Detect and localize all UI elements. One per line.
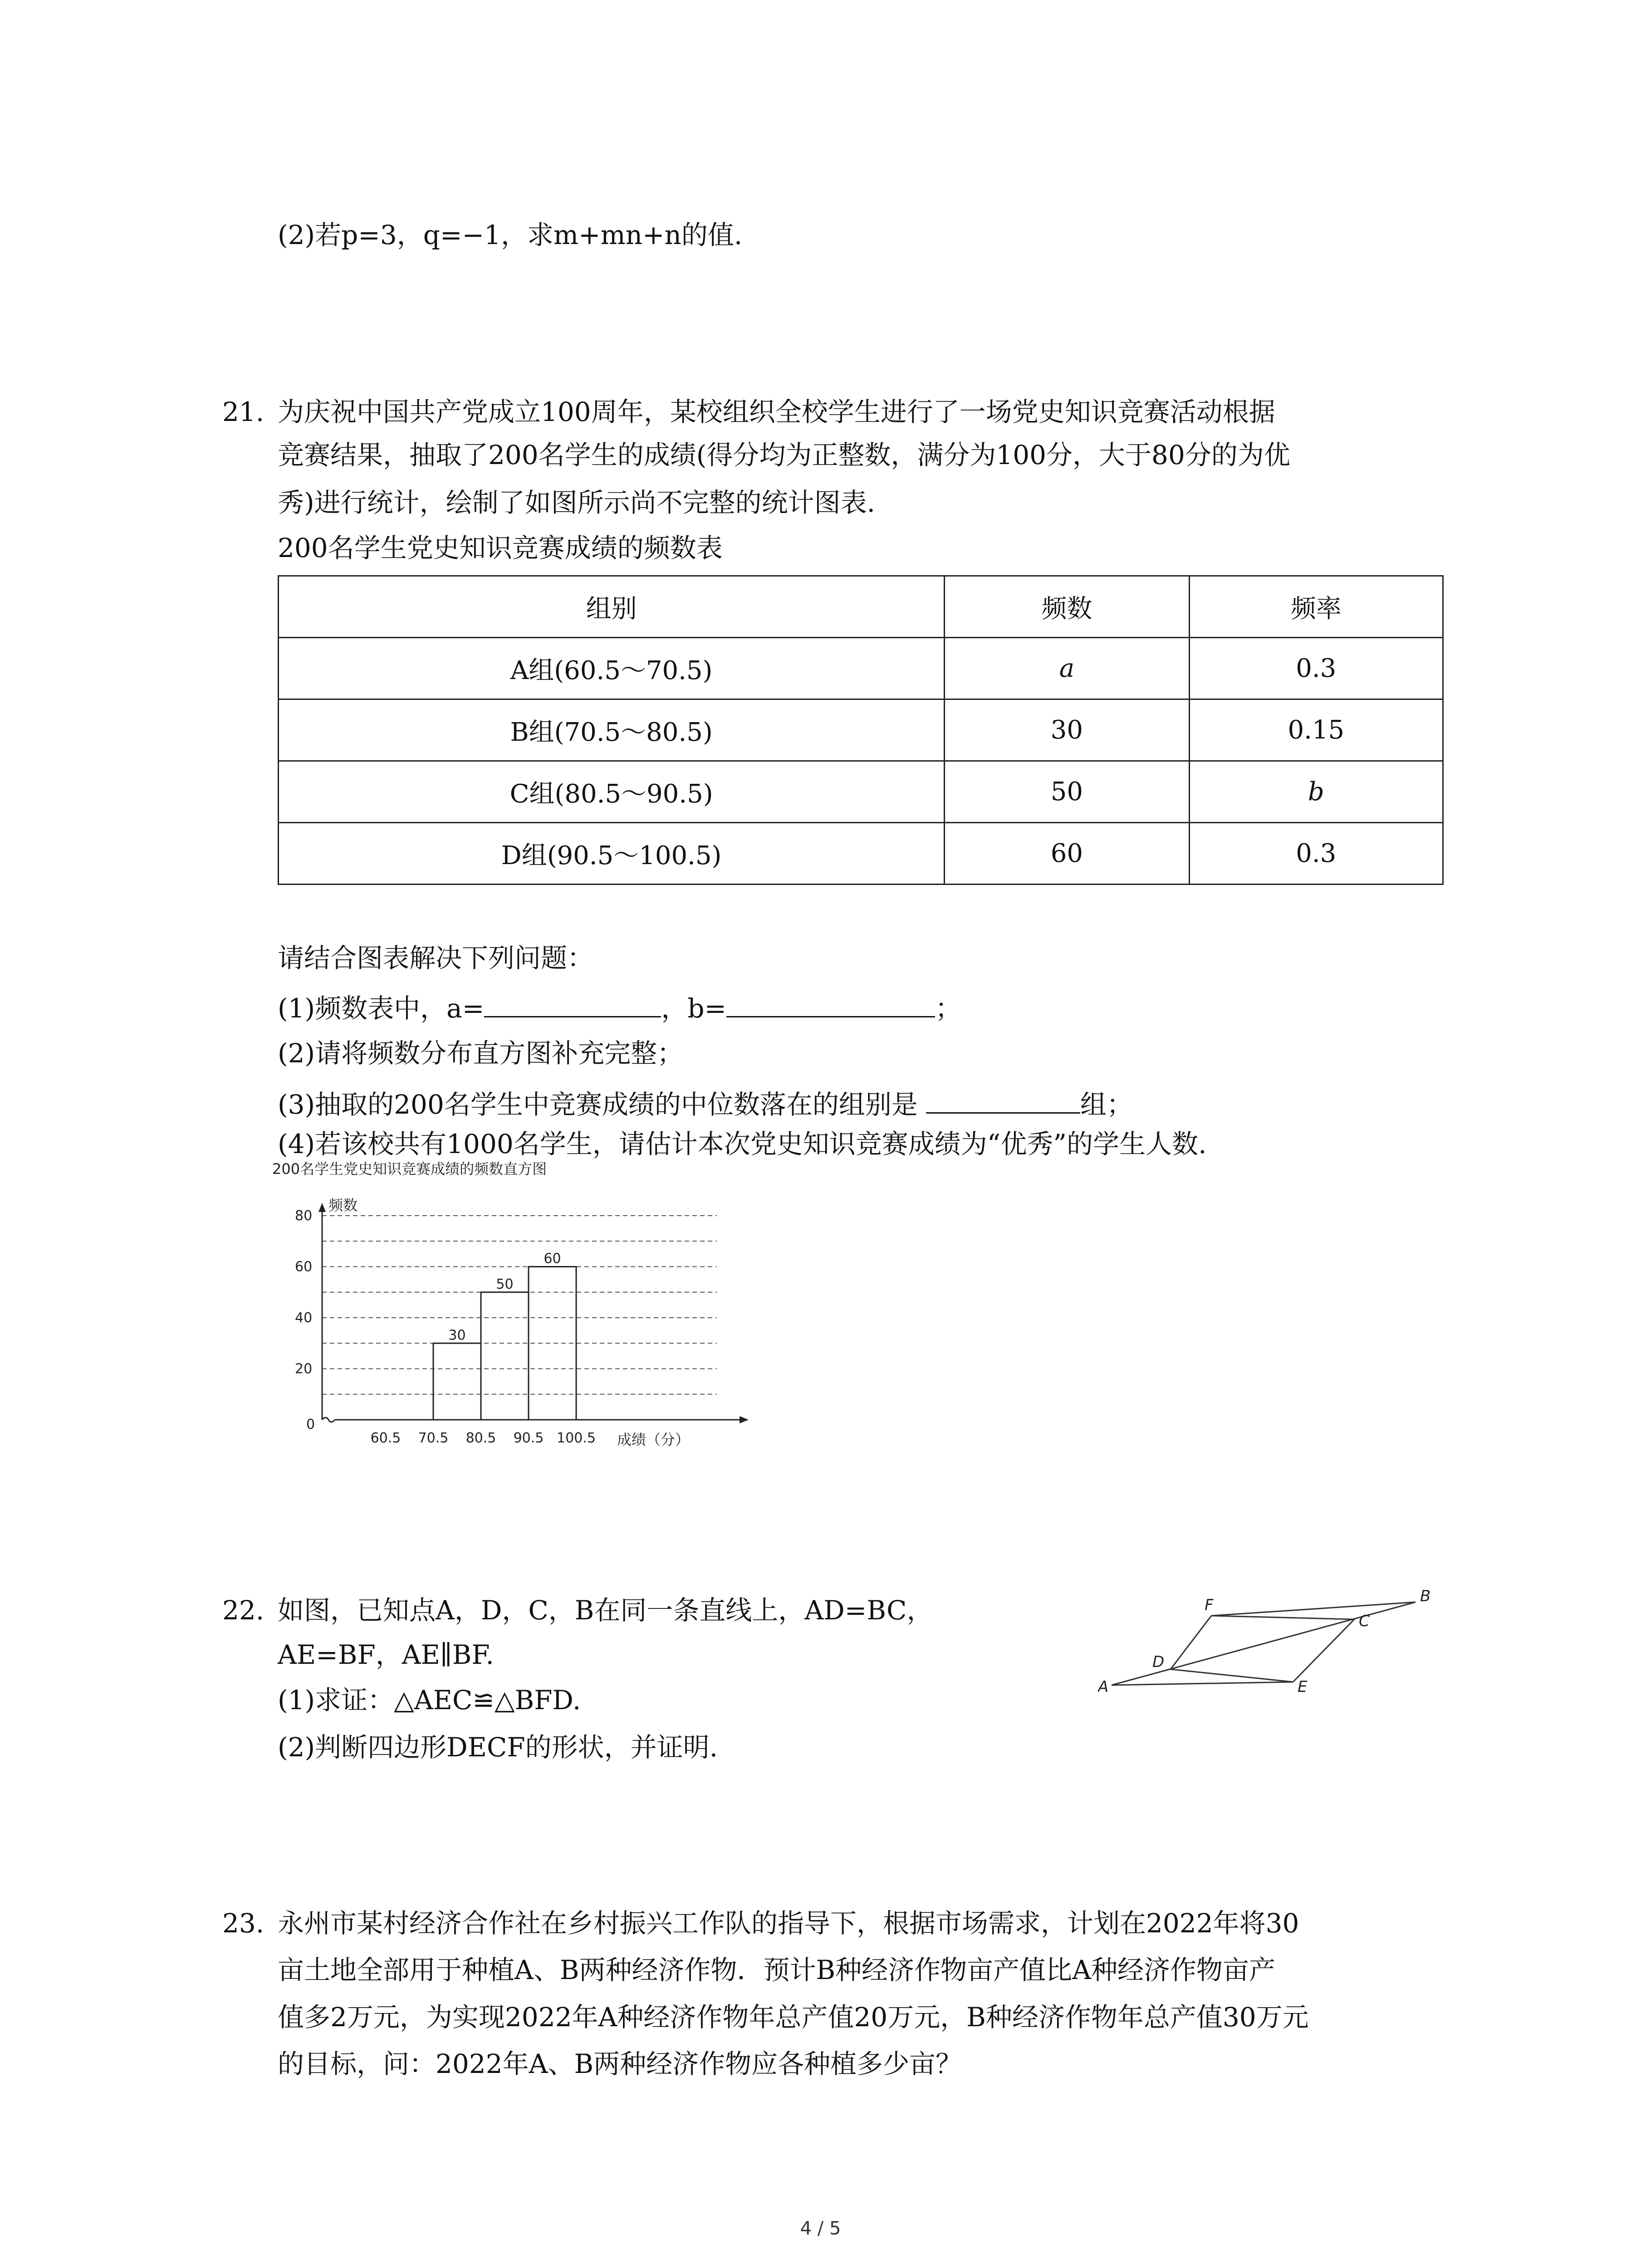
frequency-histogram [272,1161,771,1461]
y-axis-arrow [318,1203,326,1212]
q20-part2: (2)若p=3，q=−1，求m+mn+n的值. [278,220,743,250]
bar-value-label: 60 [544,1251,561,1267]
q23-line1: 永州市某村经济合作社在乡村振兴工作队的指导下，根据市场需求，计划在2022年将30 [278,1908,1299,1939]
q21-table-title: 200名学生党史知识竞赛成绩的频数表 [278,533,723,563]
x-tick-label: 60.5 [370,1430,401,1446]
q22-line2: AE=BF，AE∥BF. [278,1639,494,1670]
table-cell: D组(90.5～100.5) [279,823,945,885]
page-number: 4 / 5 [800,2218,841,2239]
x-tick-label: 80.5 [465,1430,496,1446]
q22-sub2: (2)判断四边形DECF的形状，并证明. [278,1732,718,1763]
table-header: 频数 [945,576,1189,638]
segment-fb [1211,1602,1416,1616]
point-label-c: C [1359,1612,1370,1630]
sub1-end: ； [935,993,962,1024]
segment-de [1171,1669,1293,1682]
y-tick-label: 60 [295,1259,313,1275]
segment-ae [1112,1682,1293,1685]
y-tick-label: 80 [295,1208,313,1224]
table-row [279,638,1443,699]
q21-sub4: (4)若该校共有1000名学生，请估计本次党史知识竞赛成绩为“优秀”的学生人数. [278,1129,1207,1159]
x-axis-arrow [740,1416,749,1423]
x-axis-label: 成绩（分） [617,1431,690,1448]
point-label-f: F [1205,1596,1214,1614]
sub3-label: (3)抽取的200名学生中竞赛成绩的中位数落在的组别是 [278,1089,918,1120]
table-header: 组别 [279,576,945,638]
point-label-a: A [1098,1678,1109,1696]
q21-number: 21. [222,396,265,427]
q23-line3: 值多2万元，为实现2022年A种经济作物年总产值20万元，B种经济作物年总产值30万元 [278,2002,1309,2033]
q21-sub3 [278,1085,1133,1123]
table-cell: 0.3 [1189,823,1443,885]
table-cell: 0.3 [1189,638,1443,699]
point-label-e: E [1298,1678,1308,1696]
x-tick-label: 70.5 [418,1430,449,1446]
q21-prompt: 请结合图表解决下列问题： [278,943,594,973]
q21-sub1 [278,989,961,1026]
q22-number: 22. [222,1595,265,1626]
table-cell: C组(80.5～90.5) [279,761,945,823]
bar-value-label: 50 [496,1276,514,1292]
y-tick-label: 40 [295,1310,313,1326]
table-cell: B组(70.5～80.5) [279,699,945,761]
sub1-b-label: ，b= [661,993,727,1024]
y-tick-label: 20 [295,1361,313,1377]
q22-sub1: (1)求证：△AEC≌△BFD. [278,1685,581,1716]
segment-fd [1171,1616,1211,1669]
table-cell: 60 [945,823,1189,885]
q23-line2: 亩土地全部用于种植A、B两种经济作物．预计B种经济作物亩产值比A种经济作物亩产 [278,1955,1276,1985]
frequency-table [278,575,1444,885]
table-cell: b [1189,761,1443,823]
histogram-bar [433,1343,481,1420]
histogram-bar [481,1292,529,1420]
y-axis-label: 频数 [328,1197,358,1214]
segment-fc [1211,1616,1354,1619]
q21-line1: 为庆祝中国共产党成立100周年，某校组织全校学生进行了一场党史知识竞赛活动根据 [278,396,1275,427]
table-cell: a [945,638,1189,699]
q23-line4: 的目标，问：2022年A、B两种经济作物应各种植多少亩？ [278,2048,962,2079]
table-cell: A组(60.5～70.5) [279,638,945,699]
table-row [279,823,1443,885]
point-label-d: D [1152,1653,1165,1671]
q21-sub2: (2)请将频数分布直方图补充完整； [278,1038,684,1069]
segment-ec [1293,1619,1354,1682]
y-tick-label: 0 [306,1417,315,1432]
q23-number: 23. [222,1908,265,1939]
chart-title: 200名学生党史知识竞赛成绩的频数直方图 [272,1161,547,1178]
table-row [279,699,1443,761]
table-cell: 50 [945,761,1189,823]
answer-blank-median[interactable] [926,1085,1080,1114]
sub1-a-label: (1)频数表中，a= [278,993,485,1024]
point-label-b: B [1420,1587,1431,1605]
answer-blank-a[interactable] [484,989,661,1017]
geometry-figure [1098,1583,1452,1701]
q21-line2: 竞赛结果，抽取了200名学生的成绩(得分均为正整数，满分为100分，大于80分的为优 [278,440,1290,470]
x-tick-label: 90.5 [513,1430,544,1446]
table-cell: 30 [945,699,1189,761]
line-ab [1112,1602,1416,1685]
table-header-row [279,576,1443,638]
q21-line3: 秀)进行统计，绘制了如图所示尚不完整的统计图表. [278,487,876,518]
table-row [279,761,1443,823]
q22-line1: 如图，已知点A，D，C，B在同一条直线上，AD=BC， [278,1595,933,1626]
table-cell: 0.15 [1189,699,1443,761]
x-tick-label: 100.5 [557,1430,596,1446]
answer-blank-b[interactable] [726,989,935,1017]
bar-value-label: 30 [448,1327,466,1344]
table-header: 频率 [1189,576,1443,638]
sub3-end: 组； [1080,1089,1133,1120]
axis-break [322,1418,335,1422]
